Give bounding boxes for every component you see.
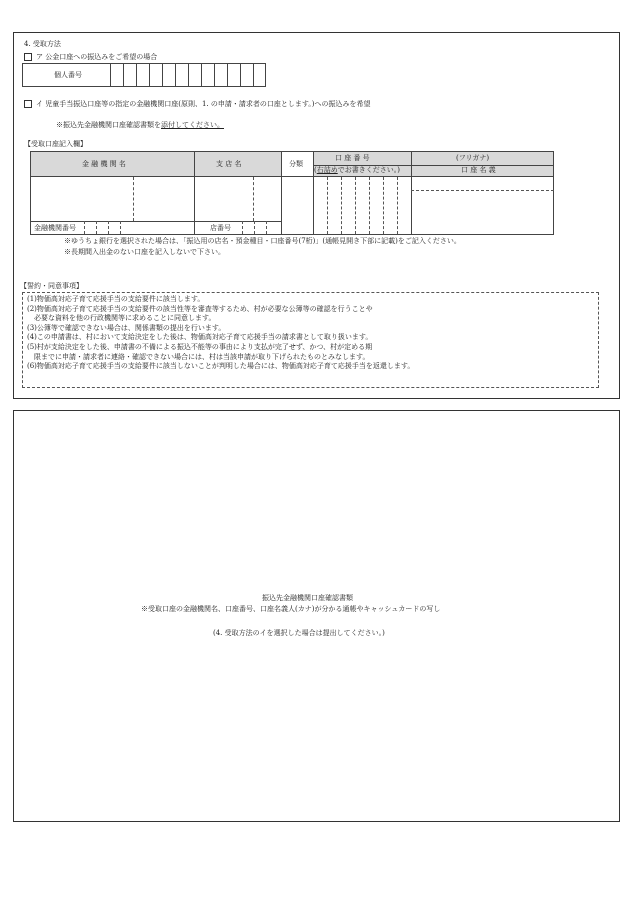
option-b-row[interactable] — [24, 100, 371, 108]
pledge-item: 限までに申請・請求者に連絡・確認できない場合には、村は当該申請が取り下げられたものとみなします。 — [27, 352, 370, 361]
col-account-no: 口 座 番 号 — [335, 154, 370, 162]
pledge-caption: 【誓約・同意事項】 — [20, 282, 83, 290]
mynumber-digit-cell[interactable] — [136, 63, 137, 87]
note-yucho: ※ゆうちょ銀行を選択された場合は、「振込用の店名・預金種目・口座番号(7桁)」(通帳見開き下部に記載)をご記入ください。 — [64, 237, 461, 245]
account-digit-divider — [327, 177, 328, 234]
attachment-note: (4. 受取方法のイを選択した場合は提出してください。) — [213, 629, 385, 637]
bank-code-digit-divider — [84, 221, 85, 234]
option-b-label: イ 児童手当振込口座等の指定の金融機関口座(原則、1. の申請・請求者の口座とします。)への振込みを希望 — [36, 100, 371, 108]
option-a-label: ア 公金口座への振込みをご希望の場合 — [36, 53, 158, 61]
mynumber-digit-cell[interactable] — [110, 63, 111, 87]
attach-note: ※振込先金融機関口座確認書類を添付してください。 — [56, 121, 224, 129]
account-type-input[interactable] — [282, 177, 312, 234]
branch-code-digit-divider — [242, 221, 243, 234]
pledge-item: (1)物価高対応子育て応援手当の支給要件に該当します。 — [27, 295, 205, 303]
mynumber-digit-cell[interactable] — [214, 63, 215, 87]
account-digit-divider — [369, 177, 370, 234]
bank-code-digit-divider — [120, 221, 121, 234]
bank-code-label: 金融機関番号 — [34, 224, 76, 232]
account-digit-divider — [341, 177, 342, 234]
mynumber-digit-cell[interactable] — [123, 63, 124, 87]
account-holder-input[interactable] — [412, 177, 553, 234]
mynumber-digit-cell[interactable] — [149, 63, 150, 87]
mynumber-digit-cell[interactable] — [175, 63, 176, 87]
attachment-area — [13, 410, 620, 822]
bank-name-input[interactable] — [31, 177, 193, 221]
branch-code-digit-divider — [254, 221, 255, 234]
mynumber-digit-cell[interactable] — [253, 63, 254, 87]
section-heading: 4. 受取方法 — [24, 40, 61, 48]
mynumber-digit-cell[interactable] — [227, 63, 228, 87]
pledge-item: (3)公簿等で確認できない場合は、関係書類の提出を行います。 — [27, 323, 226, 332]
option-a-row[interactable] — [24, 53, 157, 61]
pledge-item: (4)この申請書は、村において支給決定をした後は、物価高対応子育て応援手当の請求書として取り扱います。 — [27, 333, 373, 342]
option-a-checkbox[interactable] — [24, 53, 32, 61]
branch-name-input[interactable] — [195, 177, 280, 221]
attachment-title: 振込先金融機関口座確認書類 — [262, 594, 353, 602]
option-b-checkbox[interactable] — [24, 100, 32, 108]
col-type: 分類 — [289, 160, 303, 168]
mynumber-digit-cell[interactable] — [188, 63, 189, 87]
pledge-item: 必要な資料を他の行政機関等に求めることに同意します。 — [27, 314, 216, 323]
pledge-item: (2)物価高対応子育て応援手当の支給要件の該当性等を審査等するため、村が必要な公簿等の確認を行うことや — [27, 304, 373, 313]
branch-code-label: 店番号 — [210, 224, 231, 232]
mynumber-digit-cell[interactable] — [162, 63, 163, 87]
mynumber-label: 個人番号 — [54, 71, 82, 79]
bank-code-digit-divider — [108, 221, 109, 234]
note-dormant: ※長期間入出金のない口座を記入しないで下さい。 — [64, 248, 225, 256]
account-table-caption: 【受取口座記入欄】 — [24, 140, 87, 148]
branch-code-digit-divider — [266, 221, 267, 234]
account-digit-divider — [397, 177, 398, 234]
account-digit-divider — [355, 177, 356, 234]
mynumber-digit-cell[interactable] — [201, 63, 202, 87]
col-bank: 金 融 機 関 名 — [82, 160, 126, 168]
bank-code-digit-divider — [96, 221, 97, 234]
col-branch: 支 店 名 — [216, 160, 242, 168]
attachment-desc: ※受取口座の金融機関名、口座番号、口座名義人(カナ)が分かる通帳やキャッシュカードの写し — [141, 605, 441, 613]
pledge-item: (5)村が支給決定をした後、申請書の不備による振込不能等の事由により支払が完了せず、かつ、村が定める期 — [27, 343, 373, 351]
col-holder: 口 座 名 義 — [461, 166, 496, 174]
col-account-no-note: (右詰めでお書きください。) — [314, 166, 400, 174]
mynumber-digit-cell[interactable] — [240, 63, 241, 87]
pledge-item: (6)物価高対応子育て応援手当の支給要件に該当しないことが判明した場合には、物価高対応子育て応援手当を返還します。 — [27, 362, 415, 371]
account-digit-divider — [383, 177, 384, 234]
col-furigana: (フリガナ) — [456, 154, 490, 162]
